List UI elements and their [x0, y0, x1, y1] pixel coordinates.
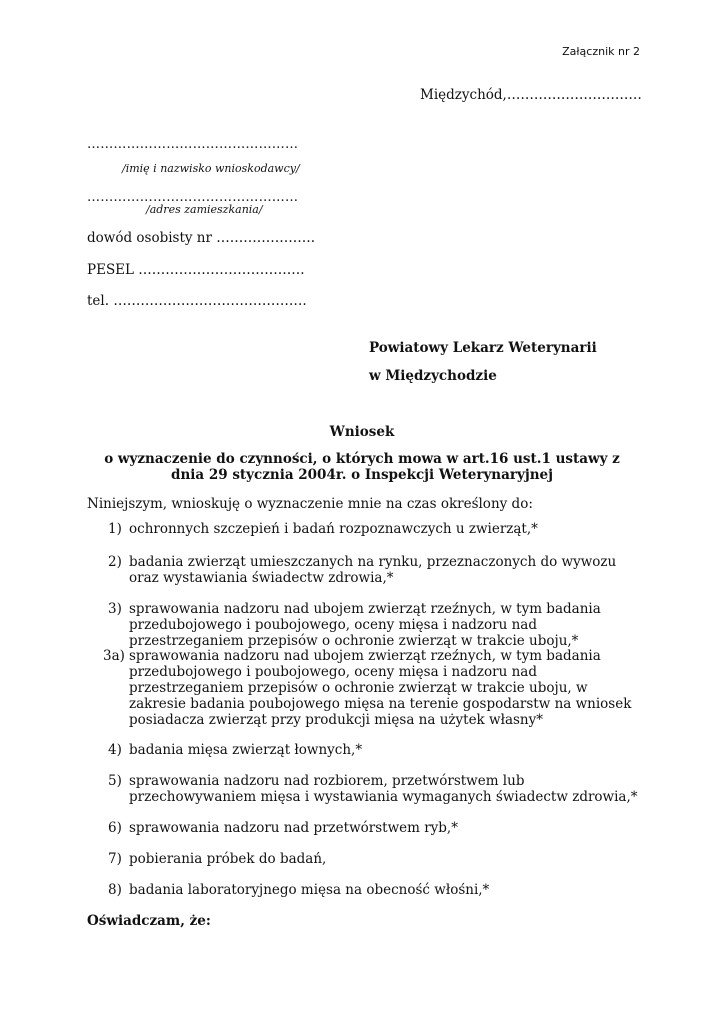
item-number: 5) [108, 773, 122, 789]
applicant-address-dots: ………………………………………… [87, 190, 299, 205]
item-number: 3a) [103, 648, 125, 664]
item-text: ochronnych szczepień i badań rozpoznawczych u zwierząt,* [129, 521, 538, 537]
item-text: sprawowania nadzoru nad rozbiorem, przetwórstwem lub przechowywaniem mięsa i wystawiania wymaganych świadectw zdrowia,* [129, 773, 638, 805]
applicant-address-caption: /adres zamieszkania/ [146, 203, 263, 216]
phone-field: tel. ……………………………………. [87, 293, 307, 309]
pesel-field: PESEL ………………………………. [87, 262, 305, 278]
item-number: 3) [108, 601, 122, 617]
recipient-line2: w Międzychodzie [369, 368, 497, 384]
document-title: Wniosek [329, 424, 395, 440]
place-date-field: Międzychód,………………………… [420, 87, 642, 103]
declaration-heading: Oświadczam, że: [87, 913, 211, 929]
annex-label: Załącznik nr 2 [562, 45, 640, 58]
recipient-line1: Powiatowy Lekarz Weterynarii [369, 340, 597, 356]
item-number: 8) [108, 882, 122, 898]
document-subtitle: o wyznaczenie do czynności, o których mowa w art.16 ust.1 ustawy z dnia 29 stycznia 2004r. o Inspekcji Weterynaryjnej [104, 451, 620, 483]
item-text: sprawowania nadzoru nad ubojem zwierząt rzeźnych, w tym badania przedubojowego i poubojowego, oceny mięsa i nadzoru nad przestrzeganiem przepisów o ochronie zwierząt w trakcie uboju,* [129, 601, 601, 649]
id-card-field: dowód osobisty nr …………………. [87, 230, 316, 246]
item-number: 2) [108, 554, 122, 570]
applicant-name-caption: /imię i nazwisko wnioskodawcy/ [122, 162, 300, 175]
item-text: sprawowania nadzoru nad ubojem zwierząt rzeźnych, w tym badania przedubojowego i poubojowego, oceny mięsa i nadzoru nad przestrzeganiem przepisów o ochronie zwierząt w trakcie uboju, w zakresie badania poubojowego mięsa na terenie gospodarstw na wniosek posiadacza zwierząt przy produkcji mięsa na użytek własny* [129, 648, 632, 728]
intro-text: Niniejszym, wnioskuję o wyznaczenie mnie na czas określony do: [87, 496, 533, 512]
item-text: sprawowania nadzoru nad przetwórstwem ryb,* [129, 820, 458, 836]
item-text: badania laboratoryjnego mięsa na obecność włośni,* [129, 882, 490, 898]
item-number: 7) [108, 851, 122, 867]
item-text: pobierania próbek do badań, [129, 851, 327, 867]
applicant-name-dots: ………………………………………… [87, 137, 299, 152]
item-text: badania mięsa zwierząt łownych,* [129, 742, 363, 758]
item-number: 4) [108, 742, 122, 758]
item-number: 6) [108, 820, 122, 836]
item-number: 1) [108, 521, 122, 537]
item-text: badania zwierząt umieszczanych na rynku, przeznaczonych do wywozu oraz wystawiania świadectw zdrowia,* [129, 554, 617, 586]
